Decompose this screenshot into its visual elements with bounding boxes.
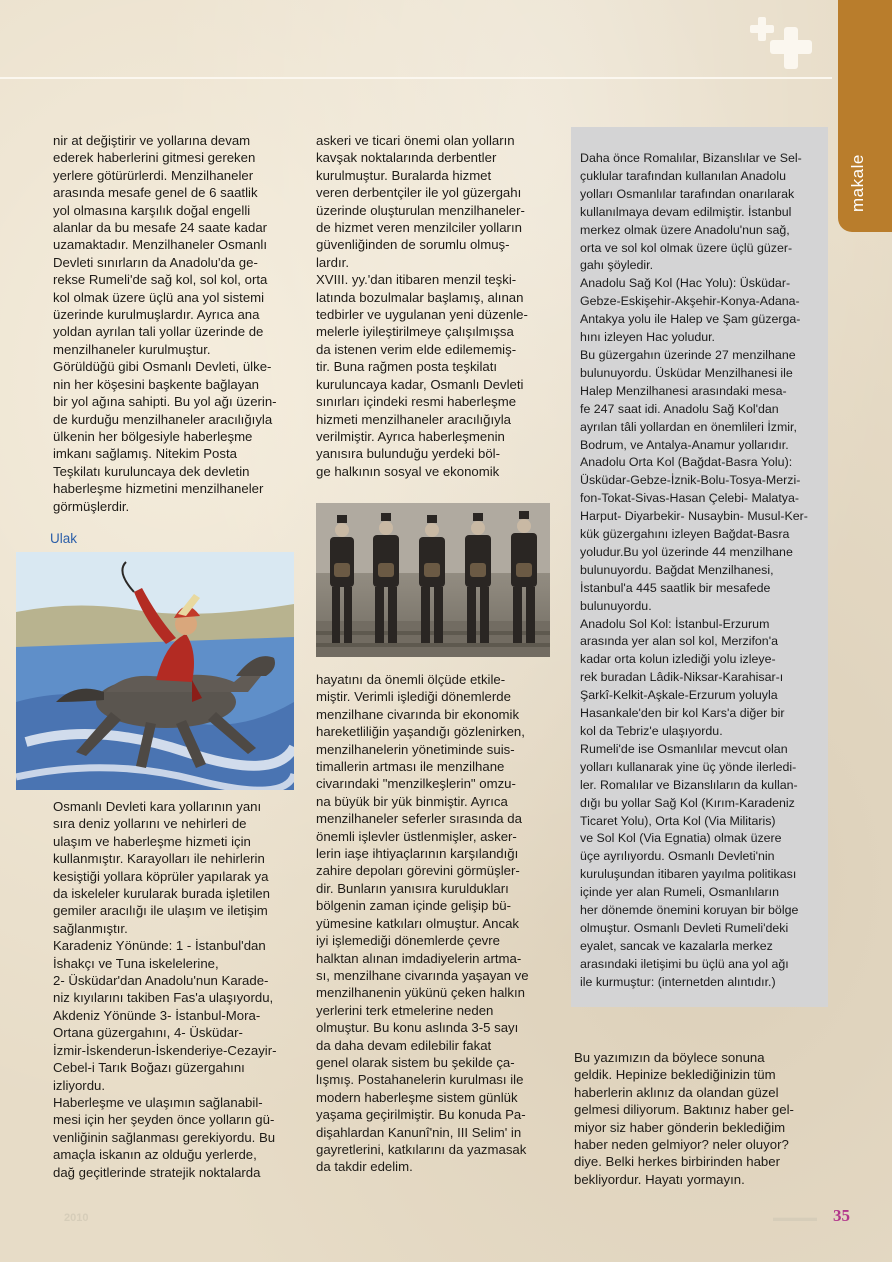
section-tab-label: makale xyxy=(848,154,867,212)
postmen-photo-illustration xyxy=(316,503,550,657)
closing-text: Bu yazımızın da böylece sonuna geldik. Hepinize beklediğinizin tüm haberlerin aklınız da olandan güzel gelmesi diliyorum. Baktınız haber gel- miyor siz haber gönderin beklediğim haber neden gelmiyor? neler oluyor? diye. Belki herkes birbirinden haber bekliyordur. Hayatı yormayın. xyxy=(574,1050,794,1187)
column-2-top xyxy=(316,132,561,480)
header-rule xyxy=(0,77,832,79)
info-sidebar-text: Daha önce Romalılar, Bizanslılar ve Sel- çuklular tarafından kullanılan Anadolu yolları Osmanlılar tarafından onarılarak kullanılmaya devam edilmiştir. İstanbul merkez olmak üzere Anadolu'nun sağ, orta ve sol kol olmak üzere üçlü güzer- gahı şöyledir. Anadolu Sağ Kol (Hac Yolu): Üsküdar- Gebze-Eskişehir-Akşehir-Konya-Adana- Antakya yolu ile Halep ve Şam güzerga- hını izleyen Hac yoludur. Bu güzergahın üzerinde 27 menzilhane bulunuyordu. Üsküdar Menzilhanesi ile Halep Menzilhanesi arasındaki mesa- fe 247 saat idi. Anadolu Sağ Kol'dan ayrılan tâli yollardan en önemlileri İzmir, Bodrum, ve Antalya-Anamur yollarıdır. Anadolu Orta Kol (Bağdat-Basra Yolu): Üsküdar-Gebze-İznik-Bolu-Tosya-Merzi- fon-Tokat-Sivas-Hasan Çelebi- Malatya- Harput- Diyarbekir- Nusaybin- Musul-Ker- kük güzergahını izleyen Bağdat-Basra yoludur.Bu yol üzerinde 44 menzilhane bulunuyordu. Bağdat Menzilhanesi, İstanbul'a 445 saatlik bir mesafede bulunuyordu. Anadolu Sol Kol: İstanbul-Erzurum arasında yer alan sol kol, Merzifon'a kadar orta kolun izlediği yolu izleye- rek buradan Lâdik-Niksar-Karahisar-ı Şarkî-Kelkit-Aşkale-Erzurum yoluyla Hasankale'den bir kol Kars'a diğer bir kol da Tebriz'e ulaşıyordu. Rumeli'de ise Osmanlılar mevcut olan yolları kullanarak yine üç yönde ilerledi- ler. Romalılar ve Bizanslıların da kullan- dığı bu yollar Sağ Kol (Kırım-Karadeniz Ticaret Yolu), Orta Kol (Via Militaris) ve Sol Kol (Via Egnatia) olmak üzere üçe ayrılıyordu. Osmanlı Devleti'nin kuruluşundan itibaren yayılma politikası içinde yer alan Rumeli, Osmanlıların her dönemde önemini koruyan bir bölge olmuştur. Osmanlı Devleti Rumeli'deki eyalet, sancak ve kazalarla merkez arasındaki iletişimi bu üçlü ana yol ağı ile kurmuştur: (internetden alıntıdır.) xyxy=(580,151,808,989)
column-1-bottom xyxy=(53,798,303,1181)
footer-magazine-mark: ▬▬▬▬ xyxy=(773,1212,817,1224)
column-3-closing xyxy=(574,1049,824,1188)
info-sidebar xyxy=(571,127,828,1007)
page-number: 35 xyxy=(833,1206,850,1225)
image-caption: Ulak xyxy=(50,531,78,546)
column-1-bottom-text: Osmanlı Devleti kara yollarının yanı sıra deniz yollarını ve nehirleri de ulaşım ve haberleşme hizmeti için kullanmıştır. Karayolları ile nehirlerin kesiştiği yollara köprüler yapılarak ya da iskeleler kurularak burada işletilen gemiler aracılığı ile ulaşım ve iletişim sağlanmıştır. Karadeniz Yönünde: 1 - İstanbul'dan İshakçı ve Tuna iskelelerine, 2- Üsküdar'dan Anadolu'nun Karade- niz kıyılarını takiben Fas'a ulaşıyordu, Akdeniz Yönünde 3- İstanbul-Mora- Ortana güzergahını, 4- Üsküdar- İzmir-İskenderun-İskenderiye-Cezayir- Cebel-i Tarık Boğazı güzergahını izliyordu. Haberleşme ve ulaşımın sağlanabil- mesi için her şeyden önce yolların gü- venliğinin sağlanması gerekiyordu. Bu amaçla iskanın az olduğu yerlerde, dağ geçitlerinde stratejik noktalarda xyxy=(53,799,277,1180)
column-2-top-text: askeri ve ticari önemi olan yolların kavşak noktalarında derbentler kurulmuştur. Buralarda hizmet veren derbentçiler ile yol güzergahı üzerinde oluşturulan menzilhaneler- de hizmet veren menzilciler yolların güvenliğinden de sorumlu olmuş- lardır. XVIII. yy.'dan itibaren menzil teşki- latında bozulmalar başlamış, alınan tedbirler ve uygulanan yeni düzenle- melerle iyileştirilmeye çalışılmışsa da istenen verim elde edilememiş- tir. Buna rağmen posta teşkilatı kuruluncaya kadar, Osmanlı Devleti sınırları içindeki resmi haberleşme hizmeti menzilhaneler aracılığıyla verilmiştir. Ayrıca haberleşmenin yanısıra bulunduğu yerdeki böl- ge halkının sosyal ve ekonomik xyxy=(316,133,528,479)
footer-year: 2010 xyxy=(64,1212,89,1224)
column-1-top xyxy=(53,132,303,515)
ulak-painting-illustration xyxy=(16,552,294,790)
column-2-bottom xyxy=(316,671,566,1176)
postmen-photo xyxy=(316,503,550,657)
section-tab xyxy=(838,0,892,232)
ulak-painting xyxy=(16,552,294,790)
column-1-top-text: nir at değiştirir ve yollarına devam ederek haberlerini gitmesi gereken yerlere götürürlerdi. Menzilhaneler arasında mesafe genel de 6 saatlik yol olmasına karşılık doğal engelli alanlar da bu mesafe 24 saate kadar uzamaktadır. Menzilhaneler Osmanlı Devleti sınırların da Anadolu'da ge- rekse Rumeli'de sağ kol, sol kol, orta kol olmak üzere üçlü ana yol sistemi üzerinde kurulmuşlardır. Ayrıca ana yoldan ayrılan tali yollar üzerinde de menzilhaneler kurulmuştur. Görüldüğü gibi Osmanlı Devleti, ülke- nin her köşesini başkente bağlayan bir yol ağına sahipti. Bu yol ağı üzerin- de kurduğu menzilhaneler aracılığıyla ülkenin her bölgesiyle haberleşme imkanı sağlamış. Nitekim Posta Teşkilatı kuruluncaya dek devletin haberleşme hizmetini menzilhaneler görmüşlerdir. xyxy=(53,133,277,514)
column-2-bottom-text: hayatını da önemli ölçüde etkile- miştir. Verimli işlediği dönemlerde menzilhane civarında bir ekonomik hareketliliğin yaşandığı gözlenirken, menzilhanelerin yönetiminde suis- timallerin artması ile menzilhane civarındaki "menzilkeşlerin" omzu- na büyük bir yük binmiştir. Ayrıca menzilhaneler seferler sırasında da önemli işlevler üstlenmişler, asker- lerin iaşe ihtiyaçlarının karşılandığı zahire depoları görevini görmüşler- dir. Bunların yanısıra kuruldukları bölgenin zaman içinde gelişip bü- yümesine katkıları olmuştur. Ancak iyi işlemediği dönemlerde çevre halktan alınan imdadiyelerin artma- sı, menzilhane civarında yaşayan ve menzilhanenin yükünü çeken halkın yerlerini terk etmelerine neden olmuştur. Bu konu aslında 3-5 sayı da daha devam edilebilir fakat genel olarak sistem bu şekilde ça- lışmış. Postahanelerin kurulması ile modern haberleşme sistem günlük yaşama geçirilmiştir. Bu konuda Pa- dişahlardan Kanunî'nin, III Selim' in gayretlerini, katkılarını da yazmasak da takdir edelim. xyxy=(316,672,529,1175)
